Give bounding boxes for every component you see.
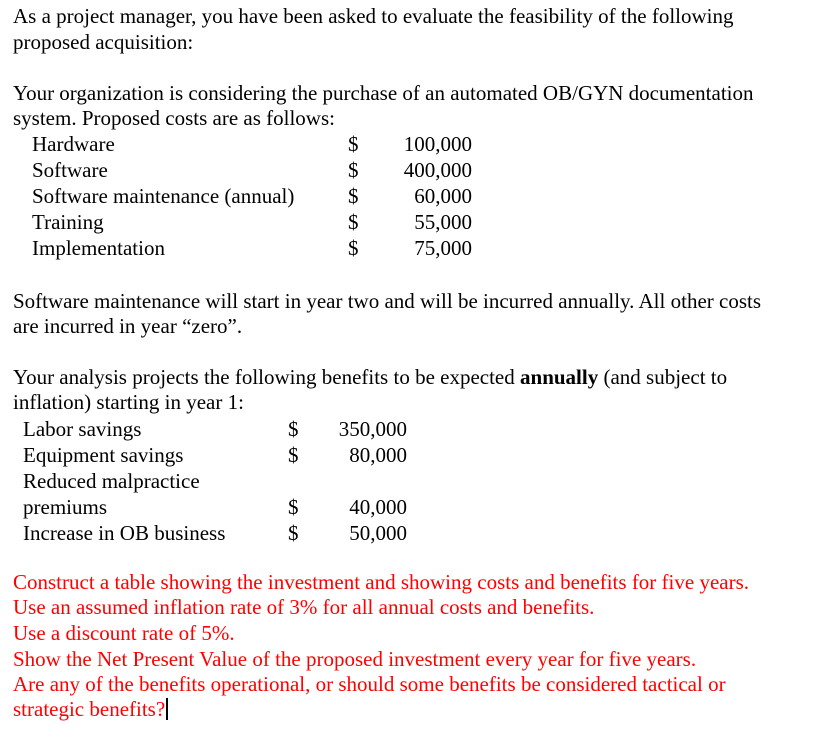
cost-currency: $ [348, 132, 359, 156]
benefit-label: premiums [23, 495, 107, 519]
instruction-line-last[interactable] [13, 697, 168, 721]
cost-currency: $ [348, 236, 359, 260]
maintenance-note-line-1: Software maintenance will start in year two and will be incurred annually. All other costs [13, 289, 762, 313]
benefit-currency: $ [288, 495, 299, 519]
cost-amount: 55,000 [414, 210, 472, 234]
cost-row [32, 209, 482, 235]
benefits-intro-line-2: inflation) starting in year 1: [13, 390, 244, 414]
cost-amount: 400,000 [403, 158, 472, 182]
maintenance-note-line-2: are incurred in year “zero”. [13, 314, 243, 338]
instruction-line: Construct a table showing the investment and showing costs and benefits for five years. [13, 570, 750, 594]
benefits-intro-line-1 [13, 365, 727, 389]
cost-row [32, 235, 482, 261]
text-cursor [166, 698, 168, 720]
cost-currency: $ [348, 184, 359, 208]
benefit-amount: 80,000 [349, 443, 407, 467]
benefit-amount: 50,000 [349, 521, 407, 545]
benefit-label: Reduced malpractice [23, 469, 200, 493]
benefit-label: Labor savings [23, 417, 142, 441]
benefit-currency: $ [288, 443, 299, 467]
cost-amount: 100,000 [403, 132, 472, 156]
cost-currency: $ [348, 158, 359, 182]
instruction-line: Are any of the benefits operational, or should some benefits be considered tactical or [13, 672, 726, 696]
cost-row [32, 183, 482, 209]
benefit-row [23, 416, 423, 442]
cost-row [32, 131, 482, 157]
cost-currency: $ [348, 210, 359, 234]
instruction-text: strategic benefits? [13, 697, 166, 721]
benefits-table [23, 416, 423, 546]
benefits-intro-text-end: (and subject to [598, 365, 728, 389]
annually-emphasis: annually [520, 365, 599, 389]
instruction-line: Use an assumed inflation rate of 3% for all annual costs and benefits. [13, 595, 595, 619]
costs-intro-line-2: system. Proposed costs are as follows: [13, 106, 335, 130]
benefit-amount: 40,000 [349, 495, 407, 519]
cost-label: Software [32, 158, 108, 182]
cost-label: Training [32, 210, 104, 234]
benefits-intro-text: Your analysis projects the following benefits to be expected [13, 365, 521, 389]
benefit-label: Equipment savings [23, 443, 184, 467]
cost-label: Implementation [32, 236, 165, 260]
benefit-currency: $ [288, 521, 299, 545]
intro-line-1: As a project manager, you have been asked to evaluate the feasibility of the following [13, 4, 734, 28]
benefit-amount: 350,000 [338, 417, 407, 441]
benefit-row [23, 468, 423, 494]
cost-label: Software maintenance (annual) [32, 184, 295, 208]
cost-amount: 60,000 [414, 184, 472, 208]
cost-row [32, 157, 482, 183]
costs-table [32, 131, 482, 261]
intro-line-2: proposed acquisition: [13, 30, 194, 54]
instruction-line: Use a discount rate of 5%. [13, 621, 235, 645]
costs-intro-line-1: Your organization is considering the purchase of an automated OB/GYN documentation [13, 81, 754, 105]
instruction-line: Show the Net Present Value of the proposed investment every year for five years. [13, 647, 697, 671]
benefit-row [23, 494, 423, 520]
cost-amount: 75,000 [414, 236, 472, 260]
benefit-currency: $ [288, 417, 299, 441]
benefit-row [23, 520, 423, 546]
cost-label: Hardware [32, 132, 115, 156]
benefit-label: Increase in OB business [23, 521, 226, 545]
benefit-row [23, 442, 423, 468]
